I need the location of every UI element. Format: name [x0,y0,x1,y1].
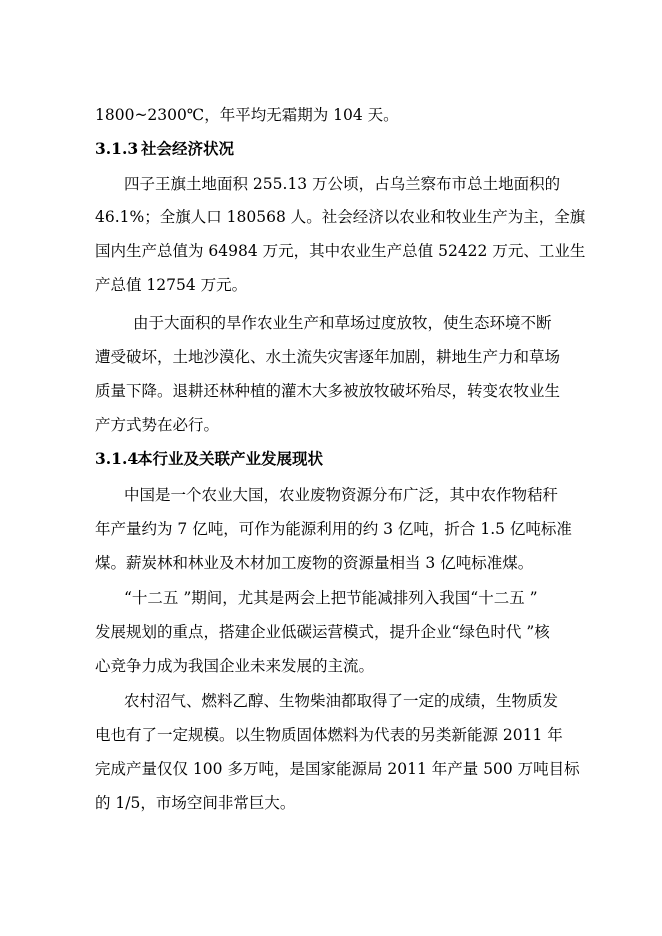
paragraph-line: 由于大面积的旱作农业生产和草场过度放牧，使生态环境不断 [133,314,552,332]
paragraph-line: 发展规划的重点，搭建企业低碳运营模式，提升企业“绿色时代 ”核 [95,623,550,641]
paragraph-line: 产总值 12754 万元。 [95,276,248,294]
intro-line: 1800~2300℃，年平均无霜期为 104 天。 [95,106,399,124]
section-title: 社会经济状况 [141,139,235,158]
paragraph-line: 农村沼气、燃料乙醇、生物柴油都取得了一定的成绩，生物质发 [124,692,559,710]
paragraph-line: 质量下降。退耕还林种植的灌木大多被放牧破坏殆尽，转变农牧业生 [95,382,561,400]
section-title: 本行业及关联产业发展现状 [137,449,324,468]
section-heading-3-1-3 [95,139,234,159]
paragraph-line: 产方式势在必行。 [95,416,220,434]
paragraph-line: 中国是一个农业大国，农业废物资源分布广泛，其中农作物秸秆 [124,486,559,504]
paragraph-line: 四子王旗土地面积 255.13 万公顷，占乌兰察布市总土地面积的 [124,175,561,193]
paragraph-line: 的 1/5，市场空间非常巨大。 [95,794,296,812]
paragraph-line: 完成产量仅仅 100 多万吨，是国家能源局 2011 年产量 500 万吨目标 [95,760,580,778]
section-heading-3-1-4 [95,449,323,469]
paragraph-line: 煤。薪炭林和林业及木材加工废物的资源量相当 3 亿吨标准煤。 [95,554,534,572]
section-number: 3.1.4 [95,449,139,468]
paragraph-line: 遭受破坏，土地沙漠化、水土流失灾害逐年加剧，耕地生产力和草场 [95,348,561,366]
paragraph-line: 心竞争力成为我国企业未来发展的主流。 [95,657,375,675]
paragraph-line: 电也有了一定规模。以生物质固体燃料为代表的另类新能源 2011 年 [95,726,563,744]
paragraph-line: “十二五 ”期间，尤其是两会上把节能减排列入我国“十二五 ” [124,589,538,607]
paragraph-line: 46.1%；全旗人口 180568 人。社会经济以农业和牧业生产为主，全旗 [95,208,586,226]
section-number: 3.1.3 [95,139,139,158]
paragraph-line: 年产量约为 7 亿吨，可作为能源利用的约 3 亿吨，折合 1.5 亿吨标准 [95,520,572,538]
paragraph-line: 国内生产总值为 64984 万元，其中农业生产总值 52422 万元、工业生 [95,242,586,260]
